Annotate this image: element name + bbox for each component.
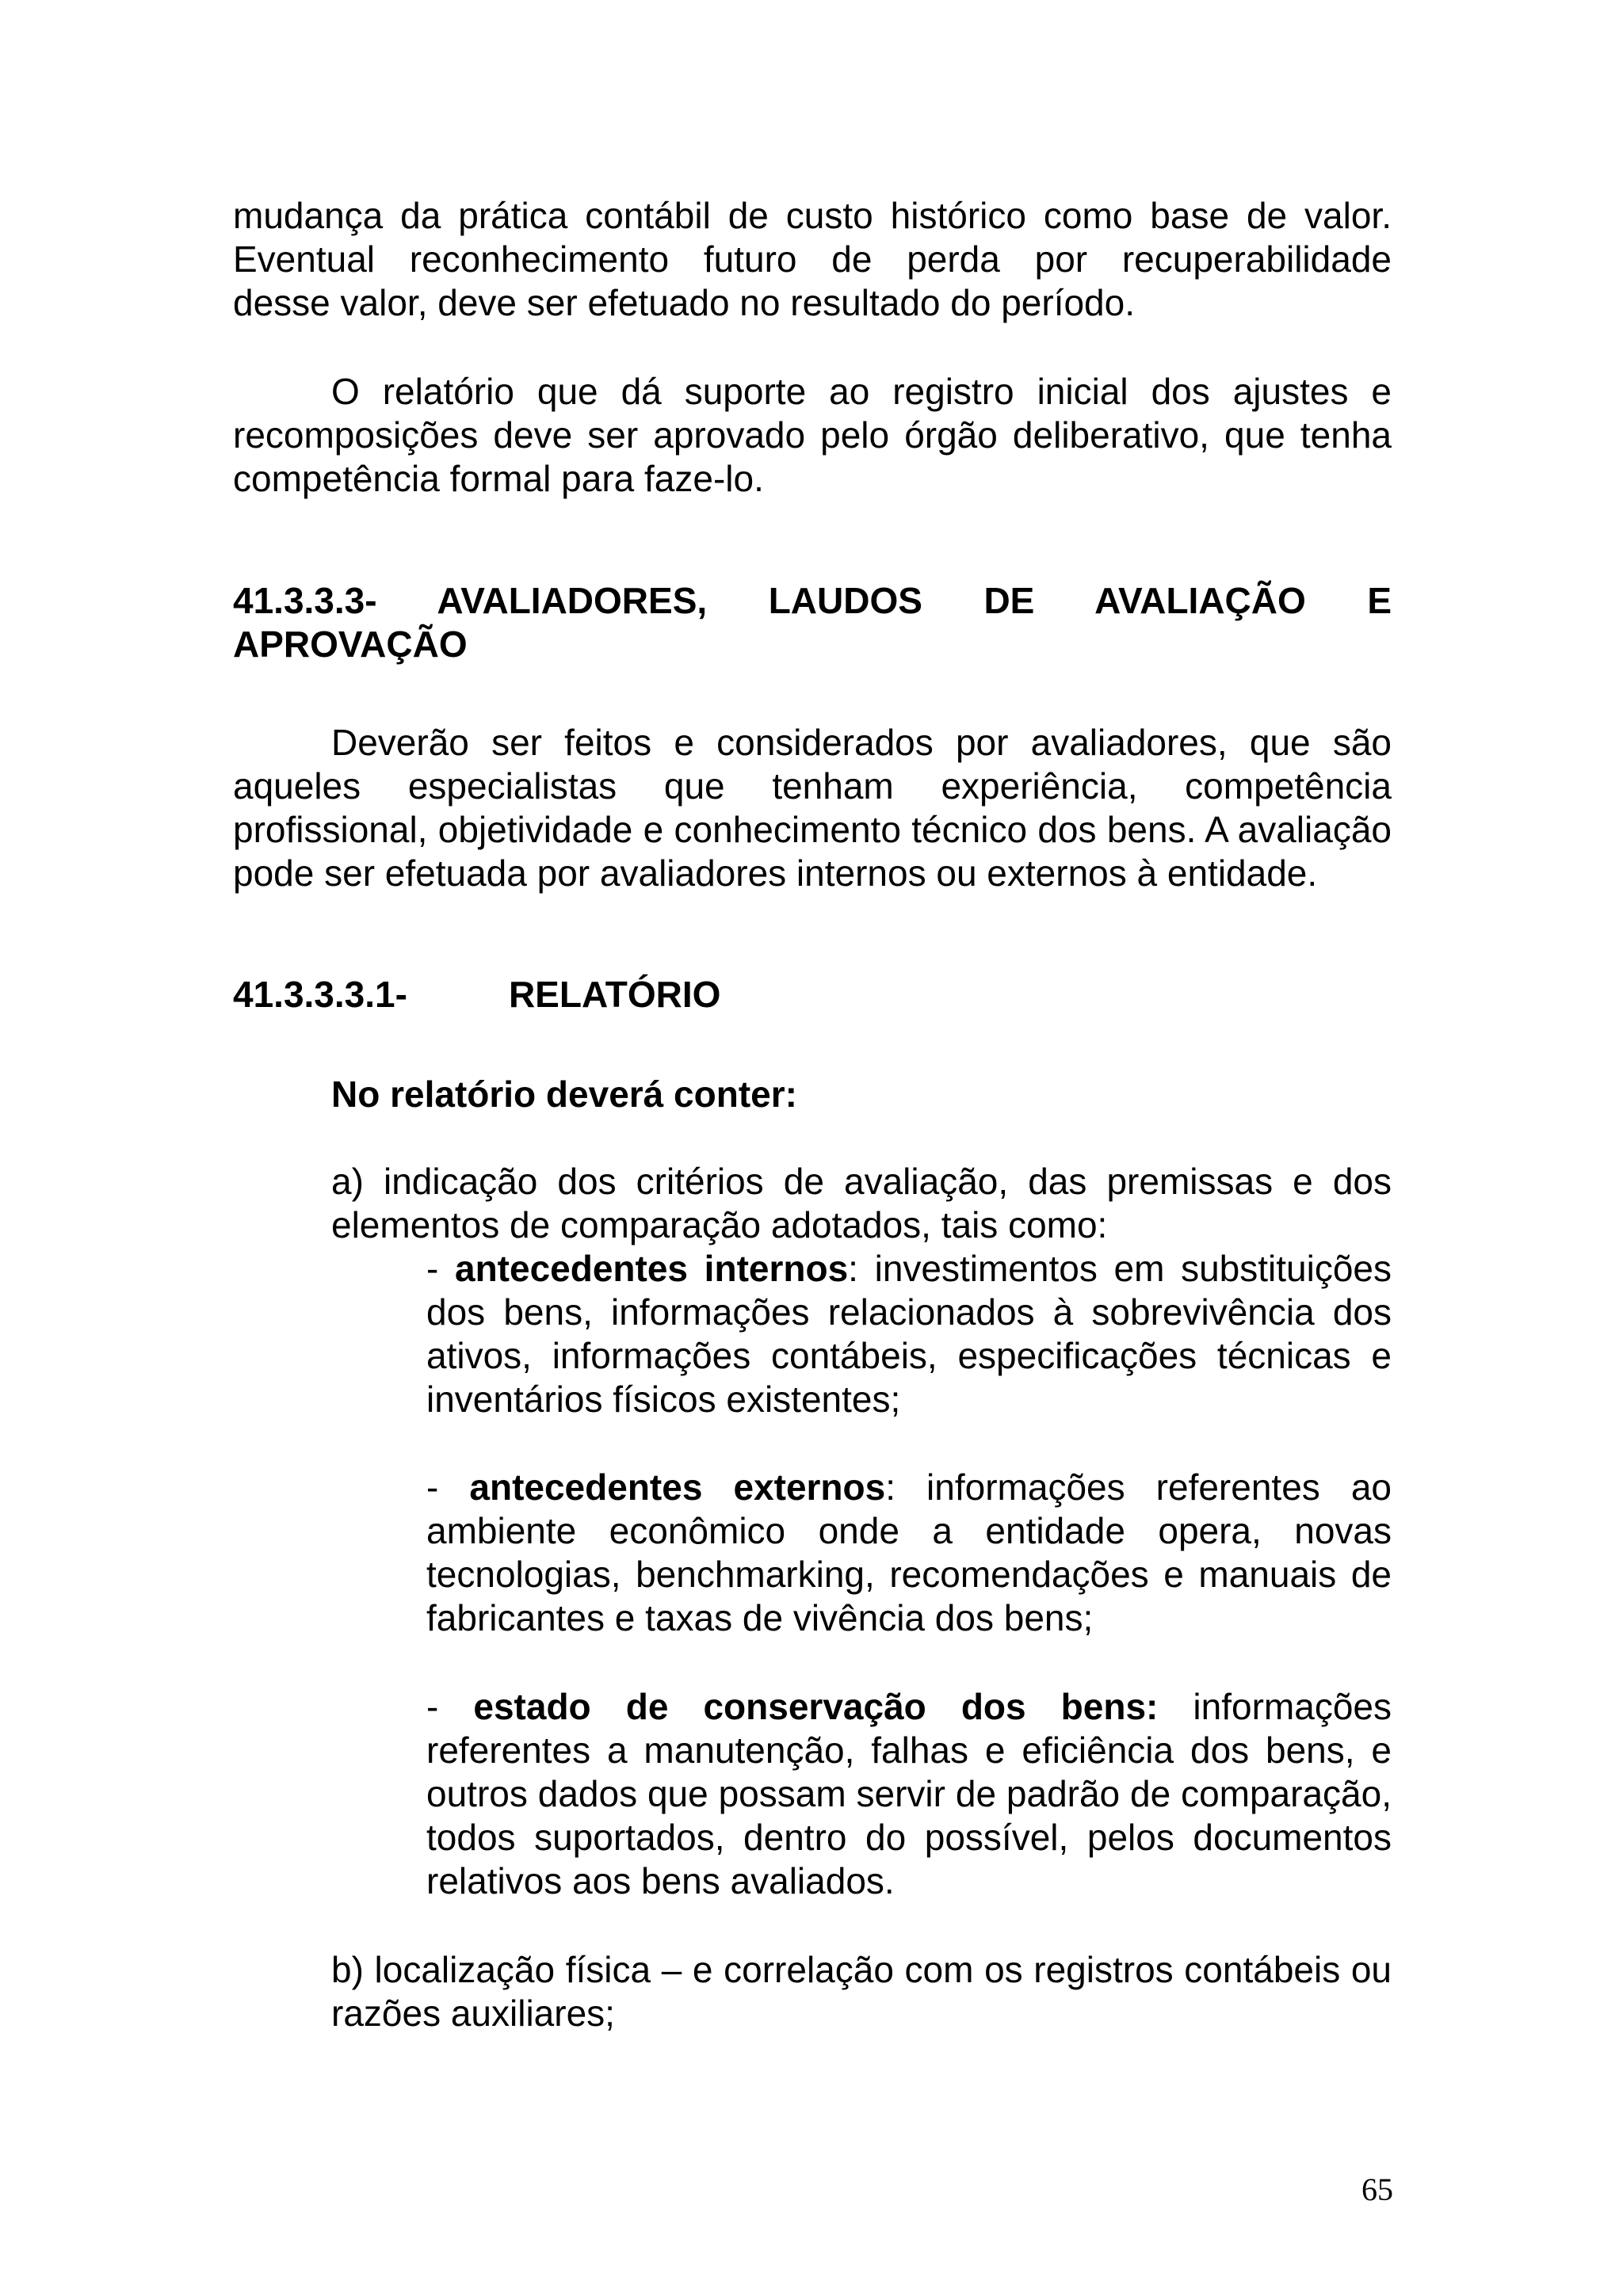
sub-item-dash: - [426,1248,455,1289]
list-item-a: a) indicação dos critérios de avaliação, das premissas e dos elementos de comparação adotados, tais como: [331,1161,1392,1245]
sub-item-term: antecedentes internos [455,1248,849,1289]
sub-item-internal-background [426,1247,1392,1421]
page-number: 65 [1361,2172,1393,2207]
paragraph-evaluators: Deverão ser feitos e considerados por avaliadores, que são aqueles especialistas que tenham experiência, competência profissional, objetividade e conhecimento técnico dos bens. A avaliação pode ser efetuada por avaliadores internos ou externos à entidade. [233,722,1392,894]
section-heading-line-1: 41.3.3.3- AVALIADORES, LAUDOS DE AVALIAÇÃO E [233,580,1392,621]
sub-item-term: estado de conservação dos bens: [473,1686,1159,1727]
sub-item-text: : investimentos em substituições dos bens, informações relacionados à sobrevivência dos ativos, informações contábeis, especificações técnicas e inventários físicos existentes; [426,1248,1392,1420]
paragraph-line: mudança da prática contábil de custo histórico como base de valor. [233,195,1392,236]
sub-item-dash: - [426,1686,474,1727]
sub-item-text: : informações referentes ao ambiente econômico onde a entidade opera, novas tecnologias, benchmarking, recomendações e manuais de fabricantes e taxas de vivência dos bens; [426,1466,1392,1638]
subsection-heading [233,973,1392,1016]
subsection-number: 41.3.3.3.1- [233,974,407,1015]
sub-item-term: antecedentes externos [469,1466,886,1508]
sub-item-dash: - [426,1466,470,1508]
paragraph-line: desse valor, deve ser efetuado no resultado do período. [233,282,1136,323]
subsection-title: RELATÓRIO [508,974,721,1015]
sub-item-external-background [426,1466,1392,1640]
sub-item-text: informações referentes a manutenção, falhas e eficiência dos bens, e outros dados que possam servir de padrão de comparação, todos suportados, dentro do possível, pelos documentos relativos aos bens avaliados. [426,1686,1392,1901]
paragraph-report-approval: O relatório que dá suporte ao registro inicial dos ajustes e recomposições deve ser aprovado pelo órgão deliberativo, que tenha competência formal para faze-lo. [233,371,1392,499]
section-heading-line-2: APROVAÇÃO [233,624,468,665]
list-item-b: b) localização física – e correlação com os registros contábeis ou razões auxiliares; [331,1949,1392,2034]
sub-item-conservation-state [426,1685,1392,1903]
paragraph-continuation [233,194,1392,325]
report-intro: No relatório deverá conter: [331,1074,797,1115]
section-heading [233,579,1392,666]
paragraph-line: Eventual reconhecimento futuro de perda por recuperabilidade [233,238,1392,280]
